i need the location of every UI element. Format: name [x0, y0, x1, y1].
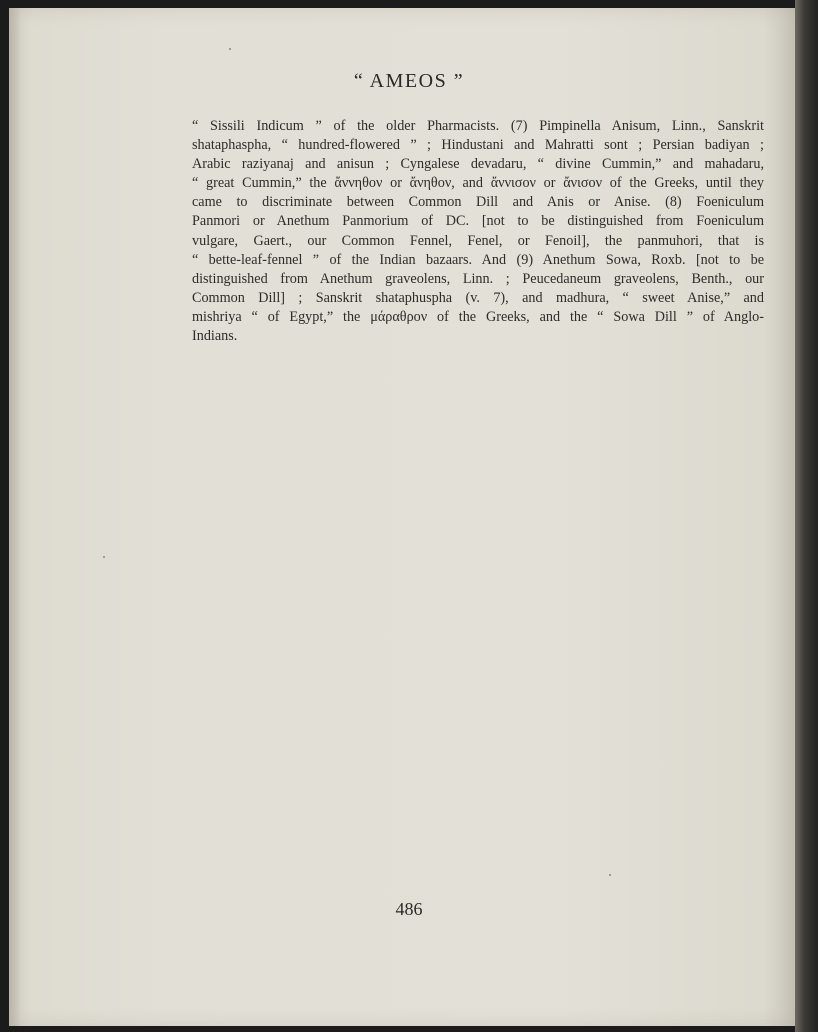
- body-text: [192, 117, 764, 346]
- text-line: distinguished from Anethum graveolens, Linn. ; Peucedaneum graveolens, Benth., our: [192, 270, 764, 287]
- running-head: “ AMEOS ”: [353, 70, 465, 92]
- text-line: mishriya “ of Egypt,” the μάραθρον of the Greeks, and the “ Sowa Dill ” of Anglo-: [192, 308, 764, 325]
- paper-speck: [103, 556, 105, 558]
- text-line: “ great Cummin,” the ἄννηθον or ἄνηθον, and ἄννισον or ἄνισον of the Greeks, until they: [192, 175, 764, 192]
- page-gutter-shadow: [9, 8, 21, 1026]
- page-edge: [795, 0, 818, 1032]
- text-line: came to discriminate between Common Dill and Anis or Anise. (8) Foeniculum: [192, 194, 764, 211]
- paper-speck: [609, 874, 611, 876]
- text-line: Panmori or Anethum Panmorium of DC. [not to be distinguished from Foeniculum: [192, 213, 764, 230]
- page-number: 486: [395, 899, 423, 919]
- text-line: Common Dill] ; Sanskrit shataphuspha (v. 7), and madhura, “ sweet Anise,” and: [192, 289, 764, 306]
- text-line: Indians.: [192, 328, 238, 345]
- text-line: shataphaspha, “ hundred-flowered ” ; Hindustani and Mahratti sont ; Persian badiyan ;: [192, 137, 764, 154]
- text-line: vulgare, Gaert., our Common Fennel, Fenel, or Fenoil], the panmuhori, that is: [192, 232, 764, 249]
- text-line: “ Sissili Indicum ” of the older Pharmacists. (7) Pimpinella Anisum, Linn., Sanskrit: [192, 118, 764, 134]
- paper-speck: [229, 48, 231, 50]
- text-line: Arabic raziyanaj and anisun ; Cyngalese devadaru, “ divine Cummin,” and mahadaru,: [192, 156, 764, 173]
- text-line: “ bette-leaf-fennel ” of the Indian bazaars. And (9) Anethum Sowa, Roxb. [not to be: [192, 251, 764, 268]
